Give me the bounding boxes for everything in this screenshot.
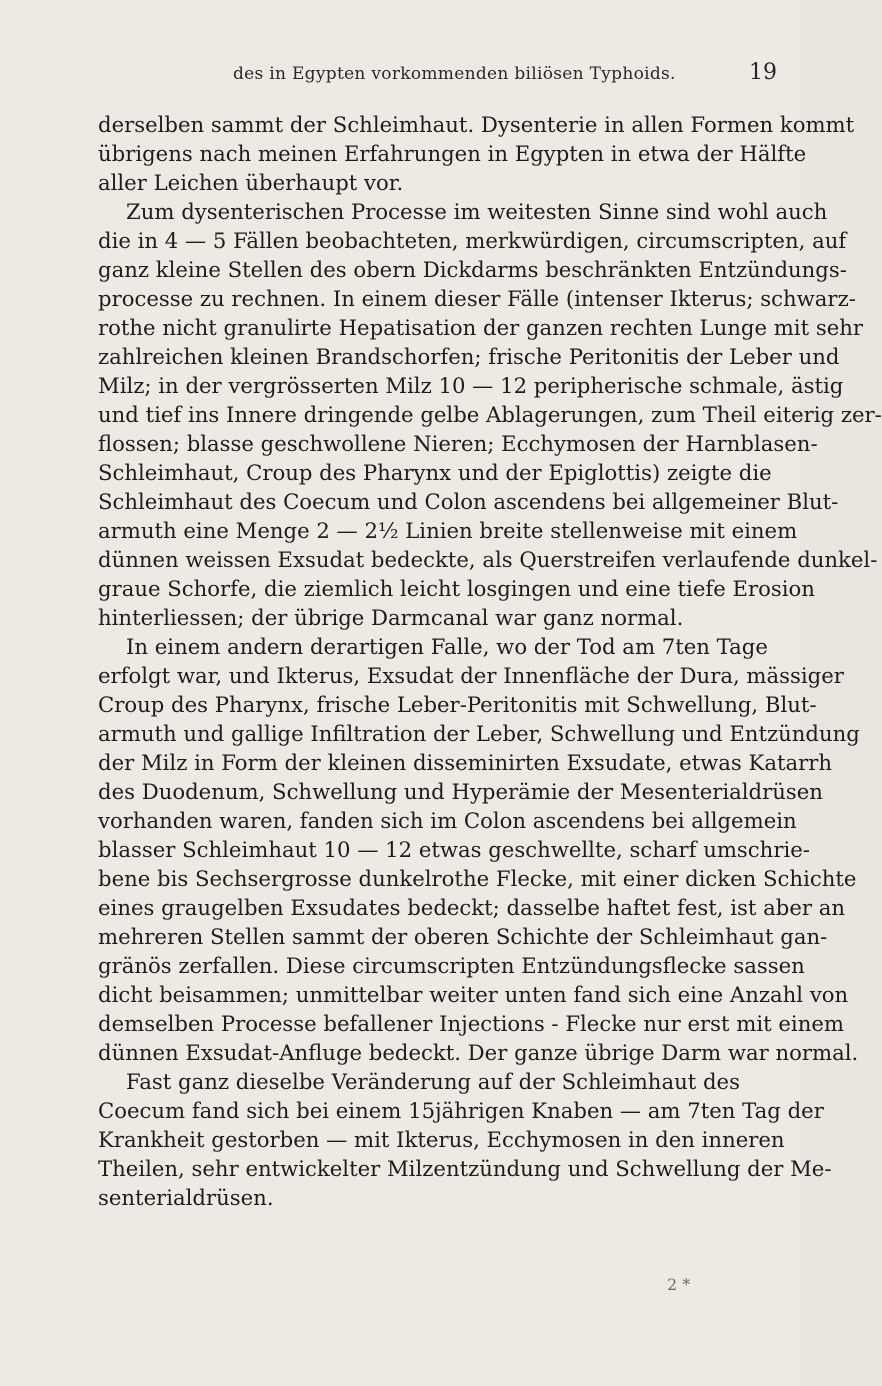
text-line: blasser Schleimhaut 10 — 12 etwas geschwellte, scharf umschrie- — [98, 837, 810, 862]
text-line: processe zu rechnen. In einem dieser Fälle (intenser Ikterus; schwarz- — [98, 286, 856, 311]
text-line: zahlreichen kleinen Brandschorfen; frische Peritonitis der Leber und — [98, 344, 840, 369]
text-line: hinterliessen; der übrige Darmcanal war ganz normal. — [98, 605, 684, 630]
text-line: rothe nicht granulirte Hepatisation der ganzen rechten Lunge mit sehr — [98, 315, 864, 340]
text-line: armuth und gallige Infiltration der Leber, Schwellung und Entzündung — [98, 721, 860, 746]
text-line: senterialdrüsen. — [98, 1185, 274, 1210]
text-line: bene bis Sechsergrosse dunkelrothe Flecke, mit einer dicken Schichte — [98, 866, 857, 891]
text-line: dünnen Exsudat-Anfluge bedeckt. Der ganze übrige Darm war normal. — [98, 1040, 859, 1065]
text-line: aller Leichen überhaupt vor. — [98, 170, 404, 195]
page-number: 19 — [749, 60, 777, 85]
text-line: die in 4 — 5 Fällen beobachteten, merkwürdigen, circumscripten, auf — [98, 228, 847, 253]
text-line: dünnen weissen Exsudat bedeckte, als Querstreifen verlaufende dunkel- — [98, 547, 878, 572]
paragraph-start: Zum dysenterischen Processe im weitesten Sinne sind wohl auch — [126, 199, 828, 224]
text-line: Krankheit gestorben — mit Ikterus, Ecchymosen in den inneren — [98, 1127, 785, 1152]
text-line: flossen; blasse geschwollene Nieren; Ecchymosen der Harnblasen- — [98, 431, 818, 456]
text-line: erfolgt war, und Ikterus, Exsudat der Innenfläche der Dura, mässiger — [98, 663, 844, 688]
text-line: der Milz in Form der kleinen disseminirten Exsudate, etwas Katarrh — [98, 750, 833, 775]
text-line: vorhanden waren, fanden sich im Colon ascendens bei allgemein — [98, 808, 797, 833]
paragraph-start: Fast ganz dieselbe Veränderung auf der Schleimhaut des — [126, 1069, 740, 1094]
text-line: demselben Processe befallener Injections - Flecke nur erst mit einem — [98, 1011, 844, 1036]
text-line: Schleimhaut, Croup des Pharynx und der Epiglottis) zeigte die — [98, 460, 772, 485]
running-title: des in Egypten vorkommenden biliösen Typhoids. — [233, 64, 676, 84]
text-line: mehreren Stellen sammt der oberen Schichte der Schleimhaut gan- — [98, 924, 828, 949]
signature-mark: 2 * — [667, 1275, 691, 1294]
text-line: dicht beisammen; unmittelbar weiter unten fand sich eine Anzahl von — [98, 982, 849, 1007]
text-line: gränös zerfallen. Diese circumscripten Entzündungsflecke sassen — [98, 953, 805, 978]
text-line: übrigens nach meinen Erfahrungen in Egypten in etwa der Hälfte — [98, 141, 807, 166]
text-line: ganz kleine Stellen des obern Dickdarms beschränkten Entzündungs- — [98, 257, 847, 282]
text-line: Schleimhaut des Coecum und Colon ascendens bei allgemeiner Blut- — [98, 489, 839, 514]
text-line: Croup des Pharynx, frische Leber-Peritonitis mit Schwellung, Blut- — [98, 692, 817, 717]
text-line: graue Schorfe, die ziemlich leicht losgingen und eine tiefe Erosion — [98, 576, 815, 601]
text-line: Coecum fand sich bei einem 15jährigen Knaben — am 7ten Tag der — [98, 1098, 824, 1123]
paragraph-start: In einem andern derartigen Falle, wo der Tod am 7ten Tage — [126, 634, 768, 659]
text-line: eines graugelben Exsudates bedeckt; dasselbe haftet fest, ist aber an — [98, 895, 846, 920]
text-line: des Duodenum, Schwellung und Hyperämie der Mesenterialdrüsen — [98, 779, 823, 804]
text-line: Milz; in der vergrösserten Milz 10 — 12 peripherische schmale, ästig — [98, 373, 844, 398]
text-line: Theilen, sehr entwickelter Milzentzündung und Schwellung der Me- — [98, 1156, 832, 1181]
text-line: armuth eine Menge 2 — 2½ Linien breite stellenweise mit einem — [98, 518, 798, 543]
text-line: derselben sammt der Schleimhaut. Dysenterie in allen Formen kommt — [98, 112, 855, 137]
text-line: und tief ins Innere dringende gelbe Ablagerungen, zum Theil eiterig zer- — [98, 402, 882, 427]
